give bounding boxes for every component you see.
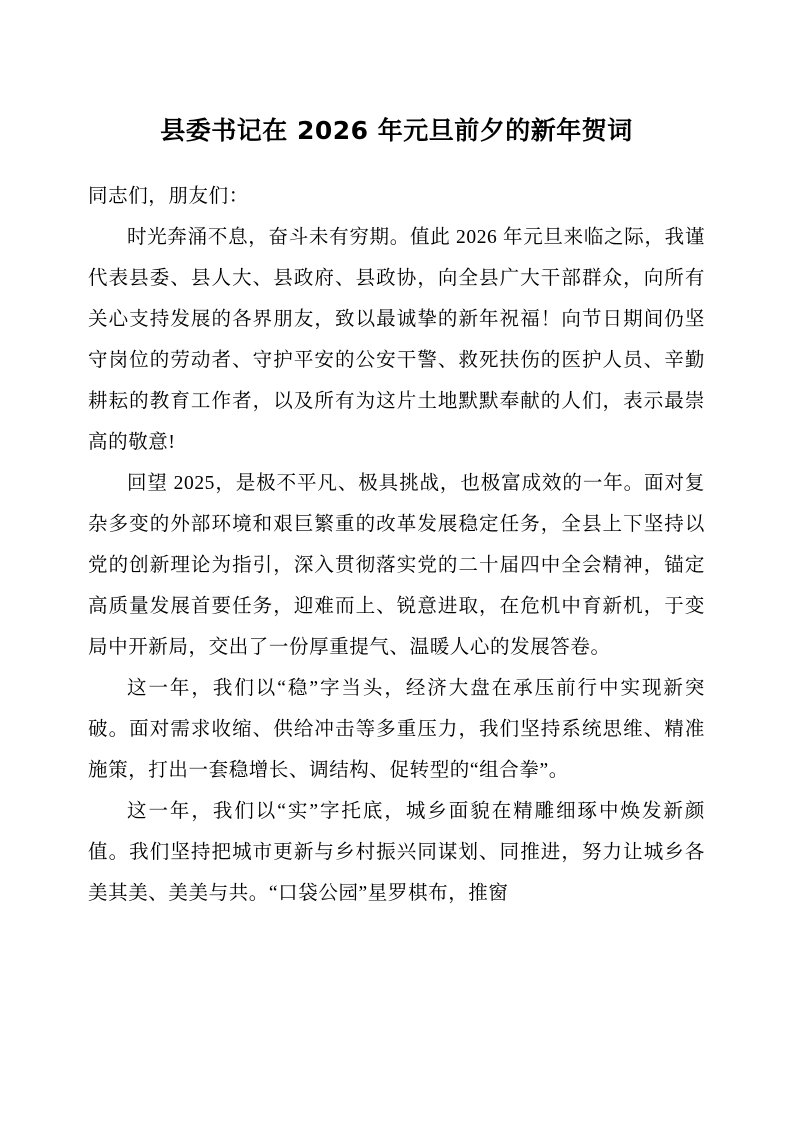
paragraph: 回望 2025，是极不平凡、极具挑战，也极富成效的一年。面对复杂多变的外部环境和艰巨繁重的改革发展稳定任务，全县上下坚持以党的创新理论为指引，深入贯彻落实党的二十届四中全会精神，锚定高质量发展首要任务，迎难而上、锐意进取，在危机中育新机，于变局中开新局，交出了一份厚重提气、温暖人心的发展答卷。 <box>88 472 705 658</box>
page-title: 县委书记在 2026 年元旦前夕的新年贺词 <box>160 116 633 145</box>
paragraph: 这一年，我们以“实”字托底，城乡面貌在精雕细琢中焕发新颜值。我们坚持把城市更新与乡村振兴同谋划、同推进，努力让城乡各美其美、美美与共。“口袋公园”星罗棋布，推窗 <box>88 800 705 904</box>
document-body <box>88 176 705 914</box>
paragraph: 时光奔涌不息，奋斗未有穷期。值此 2026 年元旦来临之际，我谨代表县委、县人大、县政府、县政协，向全县广大干部群众，向所有关心支持发展的各界朋友，致以最诚挚的新年祝福！向节日期间仍坚守岗位的劳动者、守护平安的公安干警、救死扶伤的医护人员、辛勤耕耘的教育工作者，以及所有为这片土地默默奉献的人们，表示最崇高的敬意! <box>88 226 705 453</box>
paragraph: 这一年，我们以“稳”字当头，经济大盘在承压前行中实现新突破。面对需求收缩、供给冲击等多重压力，我们坚持系统思维、精准施策，打出一套稳增长、调结构、促转型的“组合拳”。 <box>88 677 705 781</box>
salutation: 同志们，朋友们： <box>88 185 249 207</box>
